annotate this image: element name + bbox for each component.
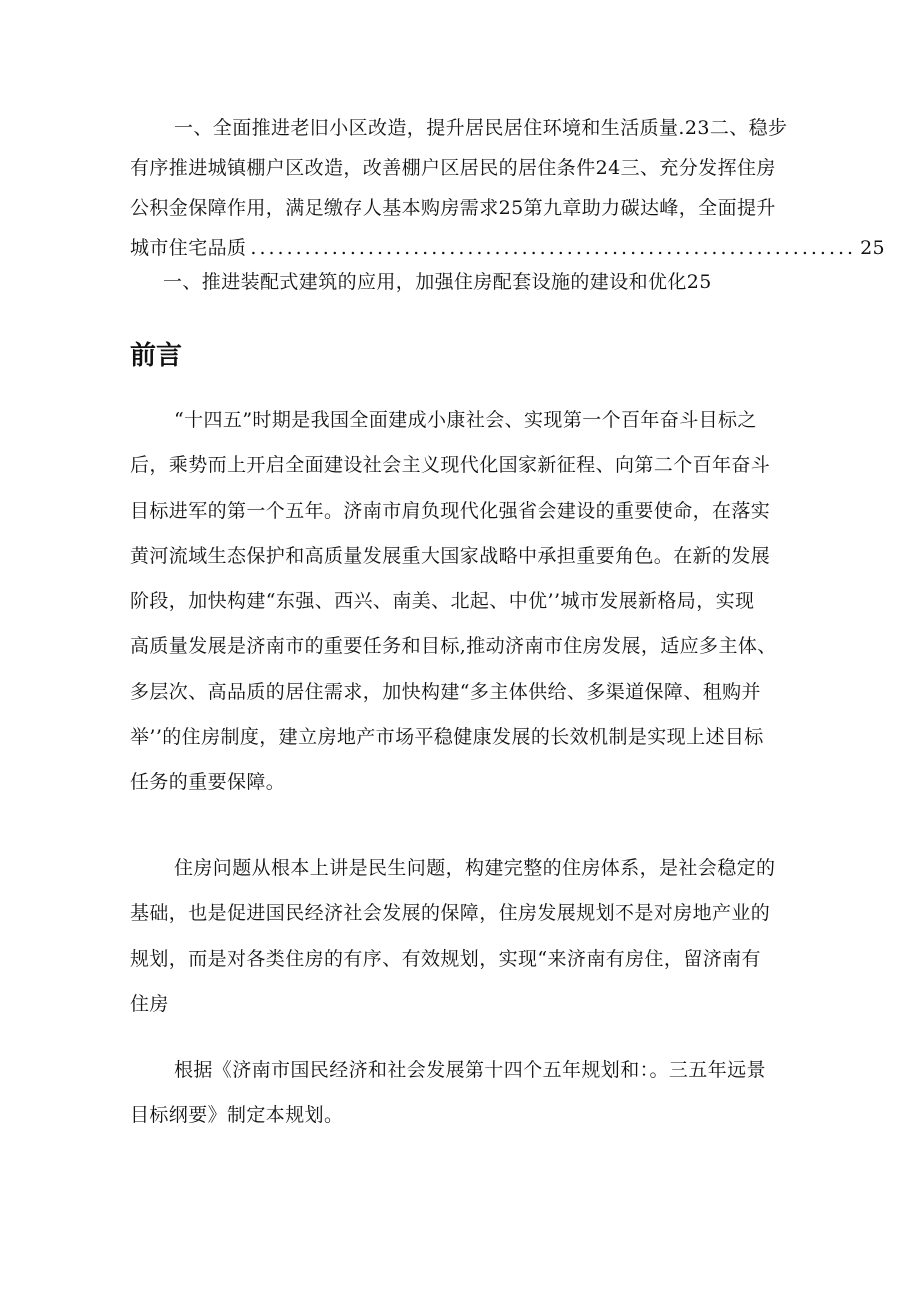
toc-line: 公积金保障作用，满足缴存人基本购房需求25第九章助力碳达峰，全面提升 [130, 197, 776, 219]
toc-line: 一、全面推进老旧小区改造，提升居民居住环境和生活质量.23二、稳步 [174, 117, 788, 139]
paragraph-line: 多层次、高品质的居住需求，加快构建“多主体供给、多渠道保障、租购并 [130, 680, 761, 703]
paragraph-line: 住房问题从根本上讲是民生问题，构建完整的住房体系，是社会稳定的 [174, 857, 776, 879]
toc-page-number: 25 [860, 237, 886, 259]
paragraph-line: 后，乘势而上开启全面建设社会主义现代化国家新征程、向第二个百年奋斗 [130, 454, 771, 477]
paragraph-line: 根据《济南市国民经济和社会发展第十四个五年规划和：。三五年远景 [174, 1059, 766, 1081]
toc-line: 有序推进城镇棚户区改造，改善棚户区居民的居住条件24三、充分发挥住房 [130, 157, 776, 179]
toc-entry-title: 城市住宅品质 [130, 237, 247, 259]
paragraph-line: 黄河流域生态保护和高质量发展重大国家战略中承担重要角色。在新的发展 [130, 544, 771, 567]
paragraph [130, 1048, 800, 1139]
section-heading: 前言 [130, 341, 183, 371]
paragraph-line: 任务的重要保障。 [130, 771, 286, 794]
toc-entry: 一、推进装配式建筑的应用，加强住房配套设施的建设和优化25 [163, 271, 712, 293]
paragraph [130, 398, 800, 806]
paragraph-line: 高质量发展是济南市的重要任务和目标,推动济南市住房发展，适应多主体、 [130, 635, 777, 658]
paragraph-line: 目标纲要》制定本规划。 [130, 1104, 344, 1127]
paragraph-line: 住房 [130, 992, 169, 1015]
toc-dot-leader: ................................................................... [250, 237, 857, 259]
paragraph-line: 基础，也是促进国民经济社会发展的保障，住房发展规划不是对房地产业的 [130, 902, 771, 925]
paragraph-line: 阶段，加快构建“东强、西兴、南美、北起、中优’’城市发展新格局，实现 [130, 590, 755, 613]
table-of-contents [130, 108, 886, 268]
paragraph-line: 举’’的住房制度，建立房地产市场平稳健康发展的长效机制是实现上述目标 [130, 726, 764, 749]
paragraph [130, 846, 800, 1027]
paragraph-line: “十四五”时期是我国全面建成小康社会、实现第一个百年奋斗目标之 [174, 409, 757, 431]
paragraph-line: 目标进军的第一个五年。济南市肩负现代化强省会建设的重要使命，在落实 [130, 499, 771, 522]
paragraph-line: 规划，而是对各类住房的有序、有效规划，实现“来济南有房住，留济南有 [130, 947, 761, 970]
